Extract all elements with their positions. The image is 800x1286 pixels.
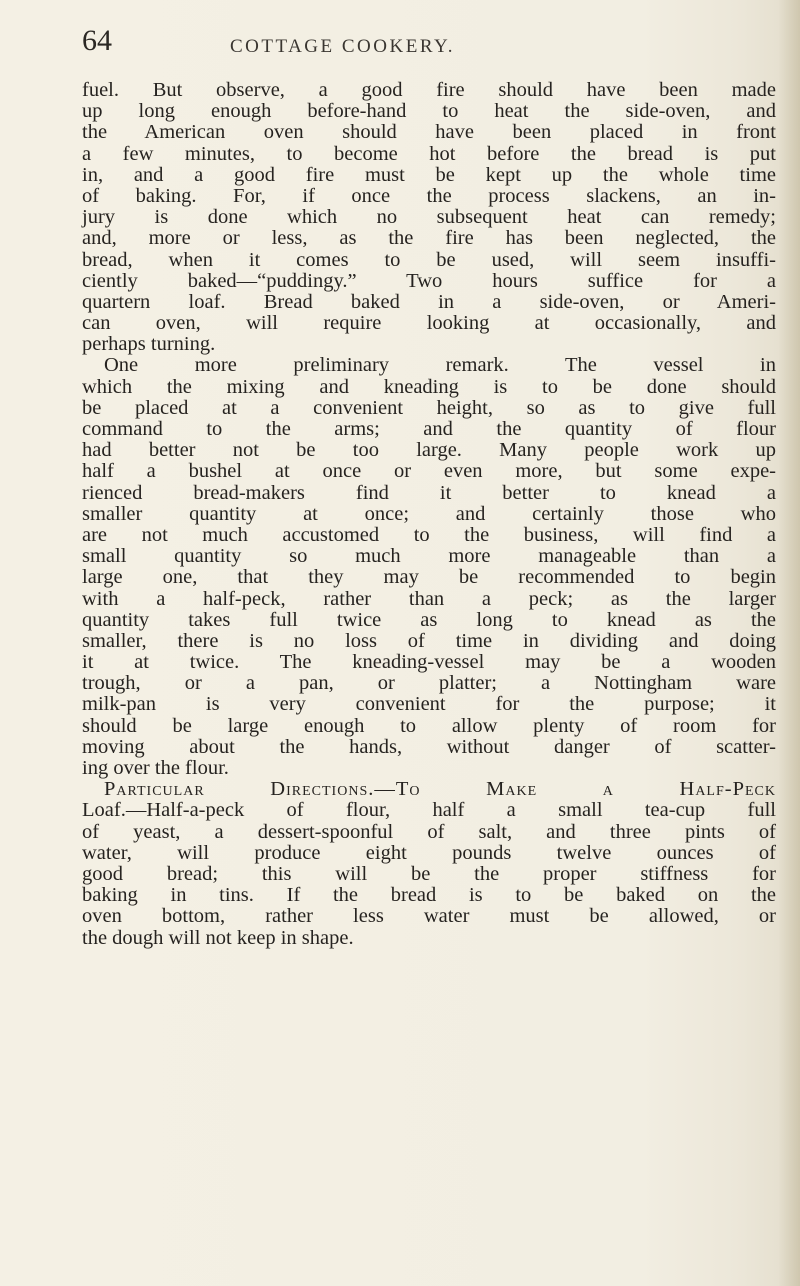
text-line: ing over the flour. (82, 757, 229, 779)
text-line: trough, or a pan, or platter; a Nottingham ware (82, 672, 776, 695)
text-line: fuel. But observe, a good fire should have been made (82, 79, 776, 101)
text-line: can oven, will require looking at occasionally, and (82, 312, 776, 335)
text-line: in, and a good fire must be kept up the whole time (82, 163, 776, 186)
text-line: which the mixing and kneading is to be done should (82, 375, 776, 398)
text-line: rienced bread-makers find it better to knead a (82, 481, 776, 504)
text-line: good bread; this will be the proper stiffness for (82, 862, 776, 885)
text-line: One more preliminary remark. The vessel in (104, 354, 776, 377)
text-line: quantity takes full twice as long to knead as the (82, 608, 776, 631)
text-line: it at twice. The kneading-vessel may be a wooden (82, 651, 776, 674)
text-line: baking in tins. If the bread is to be baked on the (82, 884, 776, 907)
text-line: of yeast, a dessert-spoonful of salt, and three pints of (82, 820, 776, 843)
body-text (82, 80, 776, 949)
text-line: half a bushel at once or even more, but some expe- (82, 460, 776, 483)
text-line: moving about the hands, without danger of scatter- (82, 735, 776, 758)
text-line: water, will produce eight pounds twelve ounces of (82, 841, 776, 864)
text-line: quartern loaf. Bread baked in a side-oven, or Ameri- (82, 290, 776, 313)
text-line: a few minutes, to become hot before the bread is put (82, 142, 776, 165)
text-line: small quantity so much more manageable than a (82, 545, 776, 568)
text-line: and, more or less, as the fire has been neglected, the (82, 227, 776, 250)
text-line: smaller quantity at once; and certainly those who (82, 502, 776, 525)
text-line: the American oven should have been placed in front (82, 121, 776, 144)
text-line: should be large enough to allow plenty of room for (82, 714, 776, 737)
text-line: up long enough before-hand to heat the side-oven, and (82, 100, 776, 123)
text-line: ciently baked—“puddingy.” Two hours suffice for a (82, 269, 776, 292)
text-line: Loaf.—Half-a-peck of flour, half a small tea-cup full (82, 799, 776, 822)
text-line: be placed at a convenient height, so as to give full (82, 396, 776, 419)
text-line: are not much accustomed to the business, will find a (82, 523, 776, 546)
text-line: with a half-peck, rather than a peck; as the larger (82, 587, 776, 610)
section-heading-line: Particular Directions.—To Make a Half-Peck (104, 778, 776, 801)
text-line: smaller, there is no loss of time in dividing and doing (82, 629, 776, 652)
text-line: jury is done which no subsequent heat can remedy; (82, 206, 776, 229)
text-line: had better not be too large. Many people work up (82, 439, 776, 462)
text-line: command to the arms; and the quantity of flour (82, 418, 776, 440)
page-edge-shadow (778, 0, 800, 1286)
page-number: 64 (82, 24, 112, 57)
text-line: bread, when it comes to be used, will seem insuffi- (82, 248, 776, 271)
page-header (82, 18, 782, 78)
text-line: of baking. For, if once the process slackens, an in- (82, 184, 776, 207)
text-line: milk-pan is very convenient for the purpose; it (82, 693, 776, 716)
running-head: COTTAGE COOKERY. (230, 36, 455, 57)
text-line: perhaps turning. (82, 333, 216, 356)
text-line: large one, that they may be recommended to begin (82, 566, 776, 589)
text-line: the dough will not keep in shape. (82, 926, 354, 949)
text-line: oven bottom, rather less water must be allowed, or (82, 905, 776, 928)
